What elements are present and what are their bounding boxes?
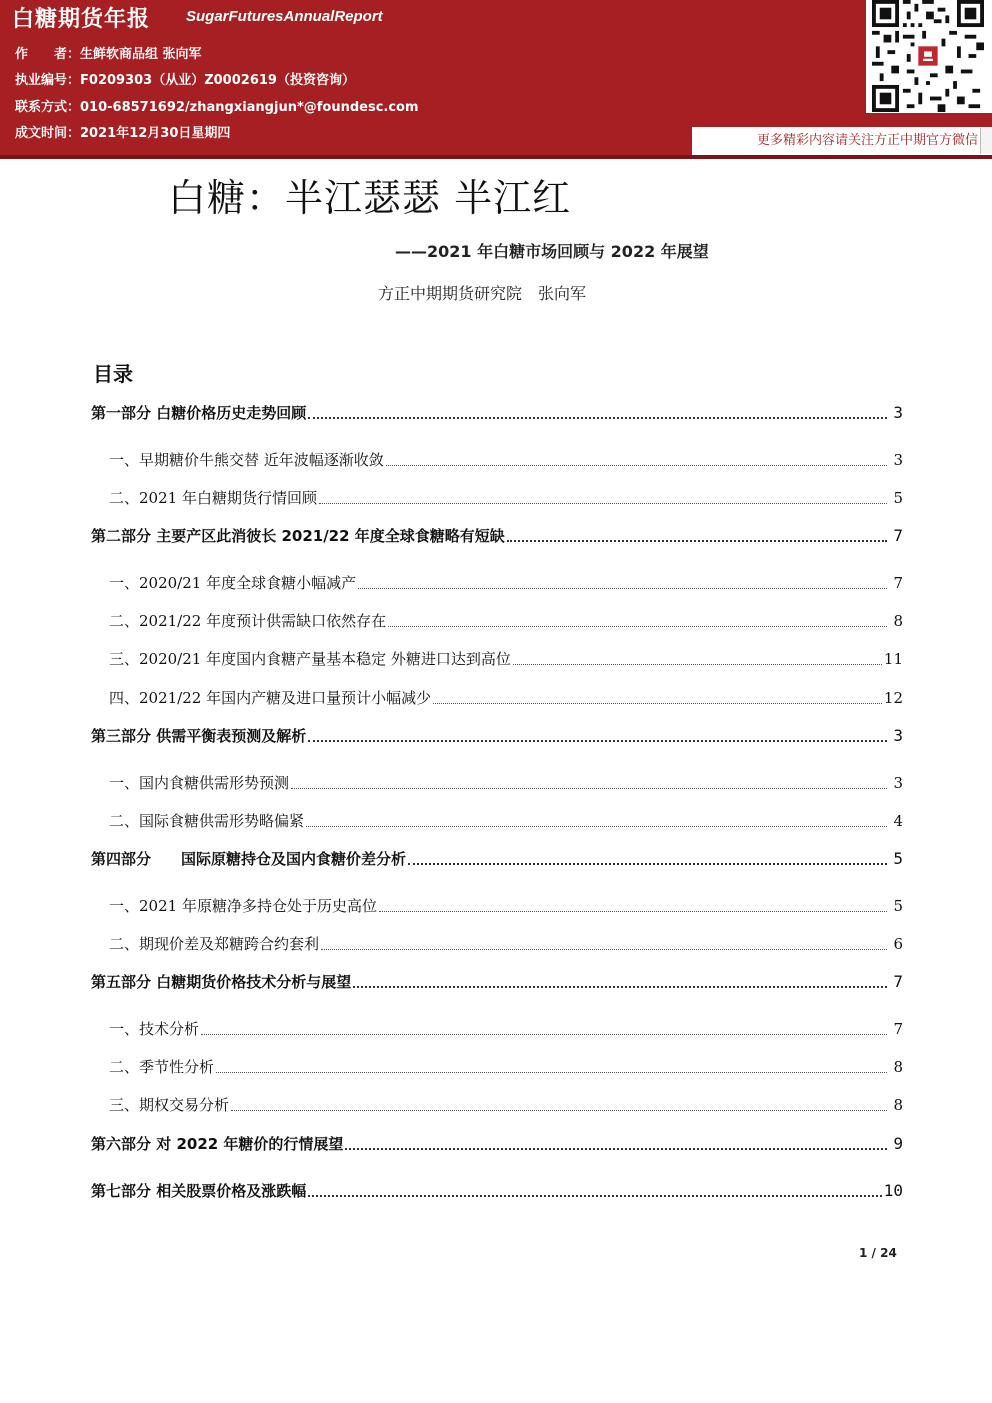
toc-section-entry[interactable]: [109, 1056, 903, 1077]
toc-entry-page: 6: [893, 935, 903, 953]
toc-section-entry[interactable]: [109, 1018, 903, 1039]
toc-part-entry[interactable]: [91, 402, 903, 423]
toc-dot-leader: [216, 1072, 887, 1073]
toc-dot-leader: [308, 417, 887, 419]
toc-dot-leader: [321, 949, 887, 950]
header-title-cn: 白糖期货年报: [12, 7, 151, 32]
toc-entry-title: 一、技术分析: [109, 1020, 200, 1038]
toc-section-entry[interactable]: [109, 449, 903, 470]
notice-scroll-handle[interactable]: [980, 128, 992, 154]
toc-dot-leader: [308, 1195, 882, 1197]
report-subtitle: ——2021 年白糖市场回顾与 2022 年展望: [395, 242, 709, 261]
toc-entry-title: 二、季节性分析: [109, 1058, 215, 1076]
toc-part-entry[interactable]: [91, 525, 903, 546]
header-license-value: F0209303（从业）Z0002619（投资咨询）: [80, 73, 355, 88]
header-author-value: 生鲜软商品组 张向军: [80, 47, 202, 62]
toc-entry-page: 11: [883, 650, 903, 668]
toc-entry-title: 第二部分 主要产区此消彼长 2021/22 年度全球食糖略有短缺: [91, 527, 505, 545]
toc-entry-page: 5: [893, 489, 903, 507]
toc-part-entry[interactable]: [91, 848, 903, 869]
toc-section-entry[interactable]: [109, 610, 903, 631]
toc-entry-page: 3: [893, 403, 903, 422]
toc-dot-leader: [388, 626, 887, 627]
toc-dot-leader: [345, 1148, 887, 1150]
toc-dot-leader: [513, 664, 882, 665]
toc-dot-leader: [507, 540, 887, 542]
toc-dot-leader: [379, 911, 887, 912]
header-title-en: SugarFuturesAnnualReport: [186, 8, 383, 25]
toc-section-entry[interactable]: [109, 572, 903, 593]
toc-entry-title: 一、早期糖价牛熊交替 近年波幅逐渐收敛: [109, 451, 384, 469]
wechat-follow-notice: 更多精彩内容请关注方正中期官方微信: [692, 127, 992, 155]
toc-entry-page: 3: [893, 451, 903, 469]
toc-entry-page: 3: [893, 726, 903, 745]
report-author-line: 方正中期期货研究院 张向军: [378, 284, 587, 303]
toc-heading: 目录: [93, 362, 133, 386]
toc-entry-title: 二、2021/22 年度预计供需缺口依然存在: [109, 612, 387, 630]
toc-section-entry[interactable]: [109, 687, 903, 708]
wechat-qr-code-icon: [872, 0, 984, 112]
report-header-banner: [0, 0, 992, 155]
header-author-label: 作 者：: [15, 47, 81, 62]
toc-section-entry[interactable]: [109, 772, 903, 793]
toc-entry-title: 三、期权交易分析: [109, 1096, 230, 1114]
header-author-line: [15, 43, 202, 62]
toc-dot-leader: [306, 826, 887, 827]
toc-dot-leader: [433, 703, 882, 704]
header-date-line: [15, 122, 230, 141]
toc-entry-title: 第四部分 国际原糖持仓及国内食糖价差分析: [91, 850, 407, 868]
toc-part-entry[interactable]: [91, 971, 903, 992]
toc-entry-title: 第三部分 供需平衡表预测及解析: [91, 727, 307, 745]
toc-entry-page: 3: [893, 774, 903, 792]
header-contact-value: 010-68571692/zhangxiangjun*@foundesc.com: [80, 100, 419, 115]
toc-entry-page: 5: [893, 897, 903, 915]
header-contact-line: [15, 96, 419, 115]
header-date-value: 2021年12月30日星期四: [80, 126, 231, 141]
toc-entry-title: 一、2020/21 年度全球食糖小幅减产: [109, 574, 357, 592]
toc-dot-leader: [231, 1110, 887, 1111]
toc-entry-page: 7: [893, 574, 903, 592]
toc-entry-page: 7: [893, 526, 903, 545]
toc-dot-leader: [358, 588, 887, 589]
toc-section-entry[interactable]: [109, 810, 903, 831]
toc-dot-leader: [386, 465, 887, 466]
toc-entry-page: 8: [893, 1096, 903, 1114]
toc-entry-page: 8: [893, 612, 903, 630]
toc-dot-leader: [408, 863, 887, 865]
report-title: 白糖：半江瑟瑟 半江红: [168, 176, 572, 220]
toc-entry-title: 第一部分 白糖价格历史走势回顾: [91, 404, 307, 422]
toc-entry-page: 8: [893, 1058, 903, 1076]
toc-entry-title: 三、2020/21 年度国内食糖产量基本稳定 外糖进口达到高位: [109, 650, 511, 668]
toc-section-entry[interactable]: [109, 1094, 903, 1115]
toc-dot-leader: [201, 1034, 887, 1035]
header-divider: [0, 155, 992, 159]
toc-section-entry[interactable]: [109, 487, 903, 508]
toc-entry-title: 二、国际食糖供需形势略偏紧: [109, 812, 305, 830]
toc-entry-page: 7: [893, 1020, 903, 1038]
toc-entry-title: 四、2021/22 年国内产糖及进口量预计小幅减少: [109, 689, 432, 707]
toc-entry-title: 第六部分 对 2022 年糖价的行情展望: [91, 1135, 344, 1153]
toc-entry-title: 一、2021 年原糖净多持仓处于历史高位: [109, 897, 377, 915]
toc-entry-page: 4: [893, 812, 903, 830]
header-contact-label: 联系方式：: [15, 100, 81, 115]
toc-entry-title: 第五部分 白糖期货价格技术分析与展望: [91, 973, 352, 991]
toc-entry-title: 二、2021 年白糖期货行情回顾: [109, 489, 317, 507]
toc-entry-page: 9: [893, 1134, 903, 1153]
toc-part-entry[interactable]: [91, 725, 903, 746]
toc-dot-leader: [353, 986, 887, 988]
toc-entry-page: 10: [883, 1181, 903, 1200]
toc-dot-leader: [319, 503, 887, 504]
toc-entry-title: 第七部分 相关股票价格及涨跌幅: [91, 1182, 307, 1200]
qr-code-panel: [866, 0, 992, 113]
toc-section-entry[interactable]: [109, 648, 903, 669]
toc-dot-leader: [308, 740, 887, 742]
toc-entry-page: 7: [893, 972, 903, 991]
toc-dot-leader: [291, 788, 887, 789]
toc-entry-page: 12: [883, 689, 903, 707]
toc-entry-page: 5: [893, 849, 903, 868]
page-number: 1 / 24: [859, 1246, 897, 1260]
toc-entry-title: 一、国内食糖供需形势预测: [109, 774, 290, 792]
header-date-label: 成文时间：: [15, 126, 81, 141]
header-license-line: [15, 69, 355, 88]
toc-entry-title: 二、期现价差及郑糖跨合约套利: [109, 935, 320, 953]
toc-part-entry[interactable]: [91, 1133, 903, 1154]
toc-section-entry[interactable]: [109, 933, 903, 954]
header-license-label: 执业编号：: [15, 73, 81, 88]
toc-part-entry[interactable]: [91, 1180, 903, 1201]
toc-section-entry[interactable]: [109, 895, 903, 916]
